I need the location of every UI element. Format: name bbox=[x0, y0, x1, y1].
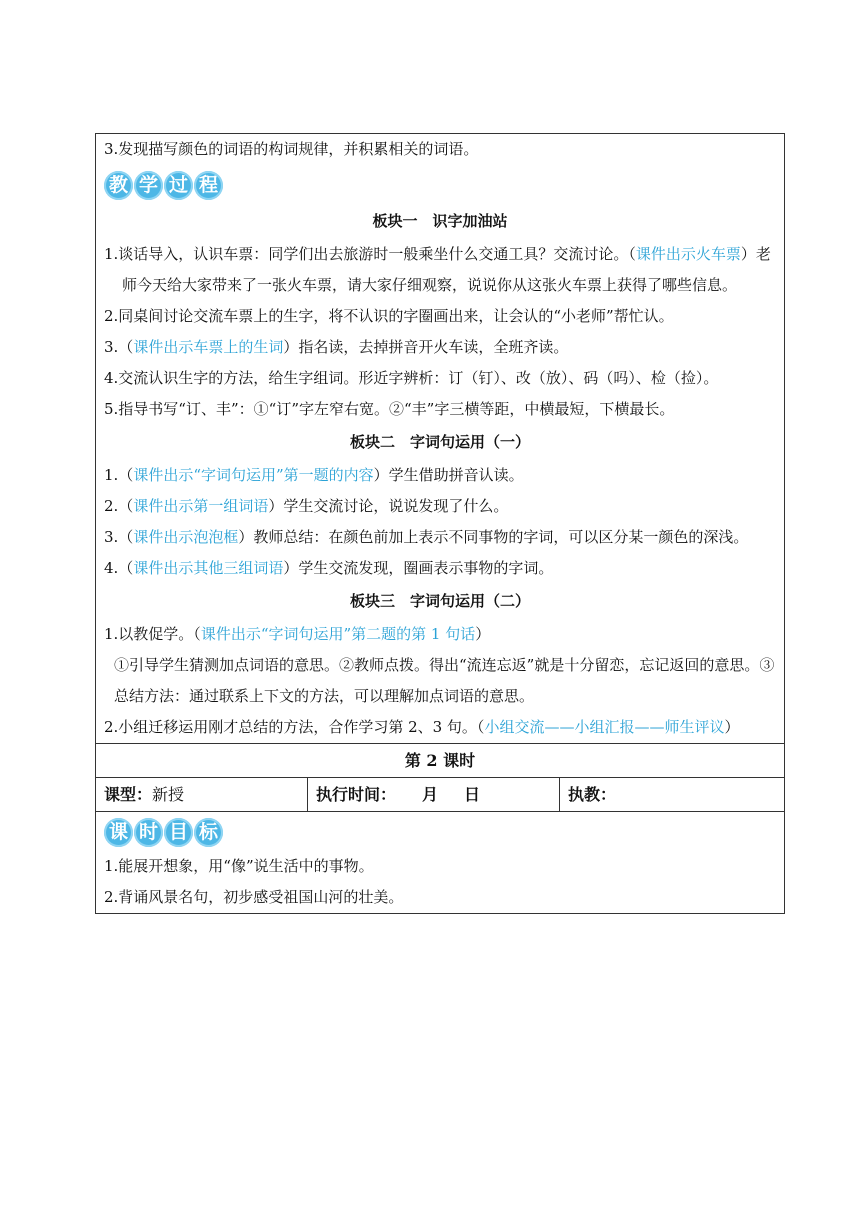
heading-char: 教 bbox=[104, 171, 133, 200]
block3-item-1-detail: ①引导学生猜测加点词语的意思。②教师点拨。得出“流连忘返”就是十分留恋，忘记返回的意思。③总结方法：通过联系上下文的方法，可以理解加点词语的意思。 bbox=[114, 656, 775, 705]
block3-title: 板块三 字词句运用（二） bbox=[349, 592, 530, 610]
heading-char: 程 bbox=[194, 171, 223, 200]
courseware-note: 课件出示火车票 bbox=[635, 245, 741, 263]
lesson-type-cell bbox=[96, 778, 307, 811]
lesson-plan-table bbox=[95, 133, 785, 914]
courseware-note: 课件出示“字词句运用”第一题的内容 bbox=[133, 466, 374, 484]
heading-char: 课 bbox=[104, 818, 133, 847]
courseware-note: 课件出示“字词句运用”第二题的第 1 句话 bbox=[200, 625, 476, 643]
courseware-note: 课件出示车票上的生词 bbox=[133, 338, 284, 356]
block2-item-1: 1.（课件出示“字词句运用”第一题的内容）学生借助拼音认读。 bbox=[104, 466, 524, 484]
block1-item-3: 3.（课件出示车票上的生词）指名读，去掉拼音开火车读，全班齐读。 bbox=[104, 338, 569, 356]
lesson2-goal-2: 2.背诵风景名句，初步感受祖国山河的壮美。 bbox=[104, 888, 404, 906]
heading-char: 目 bbox=[164, 818, 193, 847]
block1-item-2: 2.同桌间讨论交流车票上的生字，将不认识的字圈画出来，让会认的“小老师”帮忙认。 bbox=[104, 307, 674, 325]
block1-item-4: 4.交流认识生字的方法，给生字组词。形近字辨析：订（钉）、改（放）、码（吗）、检（捡）。 bbox=[104, 369, 719, 387]
block1-item-1: 1.谈话导入，认识车票：同学们出去旅游时一般乘坐什么交通工具？交流讨论。（课件出示火车票）老师今天给大家带来了一张火车票，请大家仔细观察，说说你从这张火车票上获得了哪些信息。 bbox=[104, 245, 771, 294]
block2-item-4: 4.（课件出示其他三组词语）学生交流发现，圈画表示事物的字词。 bbox=[104, 559, 554, 577]
lesson2-goal-1: 1.能展开想象，用“像”说生活中的事物。 bbox=[104, 857, 374, 875]
heading-char: 过 bbox=[164, 171, 193, 200]
lesson-type-value: 新授 bbox=[152, 785, 185, 804]
lesson-type-label: 课型： bbox=[104, 785, 153, 804]
block1-title: 板块一 识字加油站 bbox=[372, 212, 508, 230]
block3-item-1: 1.以教促学。（课件出示“字词句运用”第二题的第 1 句话） bbox=[104, 625, 491, 643]
teacher-label: 执教： bbox=[568, 785, 617, 804]
block2-title: 板块二 字词句运用（一） bbox=[349, 433, 530, 451]
block2-item-3: 3.（课件出示泡泡框）教师总结：在颜色前加上表示不同事物的字词，可以区分某一颜色的深浅。 bbox=[104, 528, 749, 546]
goal-item-3: 3.发现描写颜色的词语的构词规律，并积累相关的词语。 bbox=[104, 140, 479, 158]
execution-time-label: 执行时间： bbox=[316, 785, 397, 804]
block1-item-5: 5.指导书写“订、丰”：①“订”字左窄右宽。②“丰”字三横等距，中横最短，下横最长。 bbox=[104, 400, 675, 418]
block2-item-2: 2.（课件出示第一组词语）学生交流讨论，说说发现了什么。 bbox=[104, 497, 509, 515]
lesson2-meta-row bbox=[96, 778, 784, 812]
lesson2-title: 第 2 课时 bbox=[96, 743, 784, 778]
courseware-note: 课件出示其他三组词语 bbox=[133, 559, 284, 577]
day-label: 日 bbox=[464, 785, 481, 804]
teacher-cell bbox=[559, 778, 784, 811]
heading-char: 标 bbox=[194, 818, 223, 847]
execution-time-cell bbox=[307, 778, 559, 811]
lesson-goals-heading bbox=[104, 812, 776, 851]
month-label: 月 bbox=[422, 785, 439, 804]
heading-char: 学 bbox=[134, 171, 163, 200]
courseware-note: 小组交流——小组汇报——师生评议 bbox=[484, 718, 725, 736]
courseware-note: 课件出示泡泡框 bbox=[133, 528, 239, 546]
courseware-note: 课件出示第一组词语 bbox=[133, 497, 269, 515]
heading-char: 时 bbox=[134, 818, 163, 847]
block3-item-2: 2.小组迁移运用刚才总结的方法，合作学习第 2、3 句。（小组交流——小组汇报——师生评议） bbox=[104, 718, 740, 736]
lesson1-content-cell bbox=[96, 134, 784, 743]
lesson2-content-cell bbox=[96, 812, 784, 913]
teaching-process-heading bbox=[104, 165, 776, 204]
